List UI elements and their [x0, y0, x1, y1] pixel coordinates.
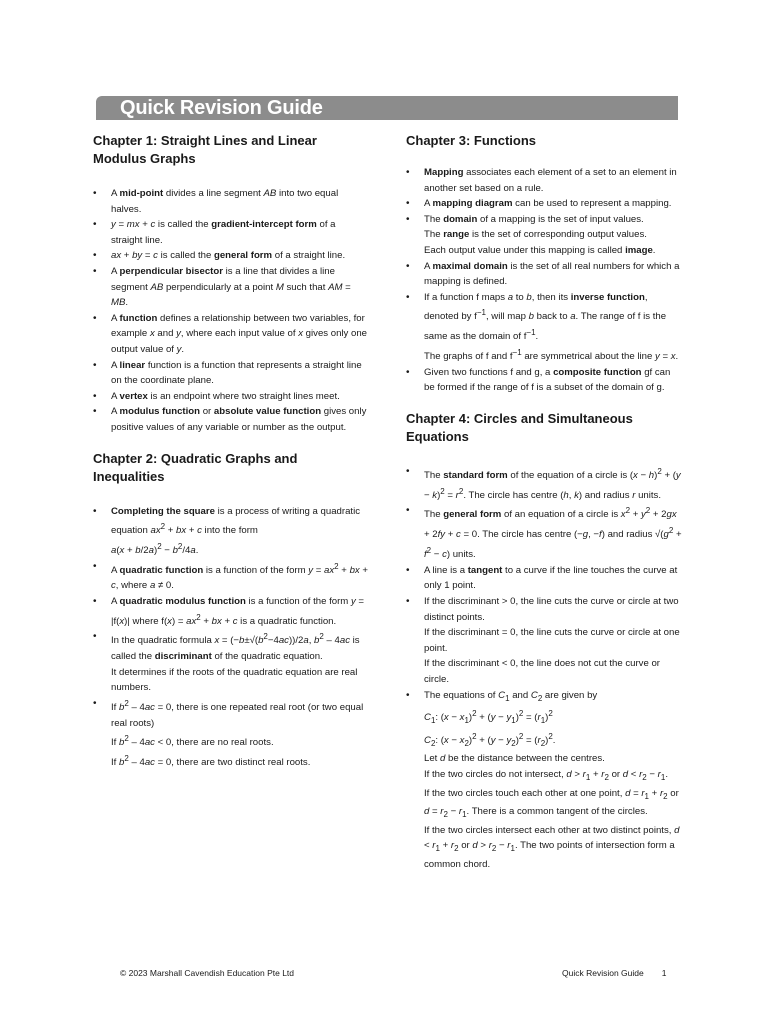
list-item: • Mapping associates each element of a set to an element in another set based on a rule.	[406, 165, 682, 196]
right-column	[406, 132, 682, 872]
list-item: • In the quadratic formula $x = (-b\pm√(b^2-4ac))/2a$, $b^2 - 4ac$ is called the discriminant of the quadratic equation. It determines if the roots of the quadratic equation are real numbers.	[93, 629, 369, 696]
left-column	[93, 132, 369, 771]
list-item: • A mid-point divides a line segment AB into two equal halves.	[93, 186, 369, 217]
list-item: • A vertex is an endpoint where two straight lines meet.	[93, 389, 369, 405]
list-item: • The equations of $C_1$ and $C_2$ are given by $C_1$: $(x - x_1)^2 + (y - y_1)^2 = (r_1)^2$ $C_2$: $(x - x_2)^2 + (y - y_2)^2 = (r_2)^2$. Let d be the distance between the centres. If the two circles do not intersect, $d > r_1 + r_2$ or $d < r_2 - r_1$. If the two circles touch each other at one point, $d = r_1 + r_2$ or $d = r_2 - r_1$. There is a common tangent of the circles. If the two circles intersect each other at two distinct points, $d < r_1 + r_2$ or $d > r_2 - r_1$. The two points of intersection form a common chord.	[406, 688, 682, 873]
page-title: Quick Revision Guide	[120, 97, 323, 119]
list-item: • A mapping diagram can be used to represent a mapping.	[406, 196, 682, 212]
list-item: • ax + by = c is called the general form of a straight line.	[93, 248, 369, 264]
list-item: • The domain of a mapping is the set of input values. The range is the set of corresponding output values. Each output value under this mapping is called image.	[406, 212, 682, 259]
list-item: • If the discriminant > 0, the line cuts the curve or circle at two distinct points. If the discriminant = 0, the line cuts the curve or circle at one point. If the discriminant < 0, the line does not cut the curve or circle.	[406, 594, 682, 688]
list-item: • If a function f maps a to b, then its inverse function, denoted by $f^{-1}$, will map b back to a. The range of f is the same as the domain of $f^{-1}$. The graphs of f and $f^{-1}$ are symmetrical about the line y = x.	[406, 290, 682, 365]
chapter-4-section	[406, 410, 682, 872]
footer-page-number: 1	[661, 968, 667, 978]
chapter-4-list	[406, 464, 682, 872]
list-item: • Given two functions f and g, a composite function gf can be formed if the range of f is a subset of the domain of g.	[406, 365, 682, 396]
chapter-2-section	[93, 450, 369, 771]
chapter-3-title: Chapter 3: Functions	[406, 133, 537, 148]
footer-right	[562, 968, 666, 978]
list-item: • Completing the square is a process of writing a quadratic equation $ax^2$ + bx + c into the form $a(x + b/2a)^2 - b^2/4a$.	[93, 504, 369, 559]
footer-guide-label: Quick Revision Guide	[562, 968, 644, 978]
chapter-3-list	[406, 165, 682, 396]
list-item: • A line is a tangent to a curve if the line touches the curve at only 1 point.	[406, 563, 682, 594]
chapter-1-list	[93, 186, 369, 436]
list-item: • A function defines a relationship between two variables, for example x and y, where each input value of x gives only one output value of y.	[93, 311, 369, 358]
chapter-2-title: Chapter 2: Quadratic Graphs and Inequalities	[93, 450, 298, 484]
list-item: • A modulus function or absolute value function gives only positive values of any variable or number as the output.	[93, 404, 369, 435]
list-item: • A linear function is a function that represents a straight line on the coordinate plane.	[93, 358, 369, 389]
list-item: • A quadratic function is a function of the form $y = ax^2$ + bx + c, where a ≠ 0.	[93, 559, 369, 594]
list-item: • A perpendicular bisector is a line that divides a line segment AB perpendicularly at a point M such that AM = MB.	[93, 264, 369, 311]
chapter-2-list	[93, 504, 369, 771]
chapter-3-section	[406, 132, 682, 396]
footer-copyright: © 2023 Marshall Cavendish Education Pte Ltd	[120, 968, 295, 978]
chapter-1-section	[93, 132, 369, 436]
list-item: • y = mx + c is called the gradient-intercept form of a straight line.	[93, 217, 369, 248]
list-item: • The standard form of the equation of a circle is $(x - h)^2 + (y - k)^2 = r^2$. The circle has centre (h, k) and radius r units.	[406, 464, 682, 504]
chapter-4-title: Chapter 4: Circles and Simultaneous Equations	[406, 410, 633, 444]
chapter-1-title: Chapter 1: Straight Lines and Linear Modulus Graphs	[93, 133, 317, 166]
list-item: • The general form of an equation of a circle is $x^2 + y^2 + 2gx + 2fy + c = 0$. The circle has centre (−g, −f) and radius $√(g^2 + f^2 - c)$ units.	[406, 503, 682, 562]
list-item: • A maximal domain is the set of all real numbers for which a mapping is defined.	[406, 259, 682, 290]
title-banner	[96, 96, 678, 120]
list-item: • If $b^2 - 4ac = 0$, there is one repeated real root (or two equal real roots) If $b^2 - 4ac < 0$, there are no real roots. If $b^2 - 4ac = 0$, there are two distinct real roots.	[93, 696, 369, 771]
list-item: • A quadratic modulus function is a function of the form y = |f(x)| where $f(x) = ax^2$ + bx + c is a quadratic function.	[93, 594, 369, 629]
